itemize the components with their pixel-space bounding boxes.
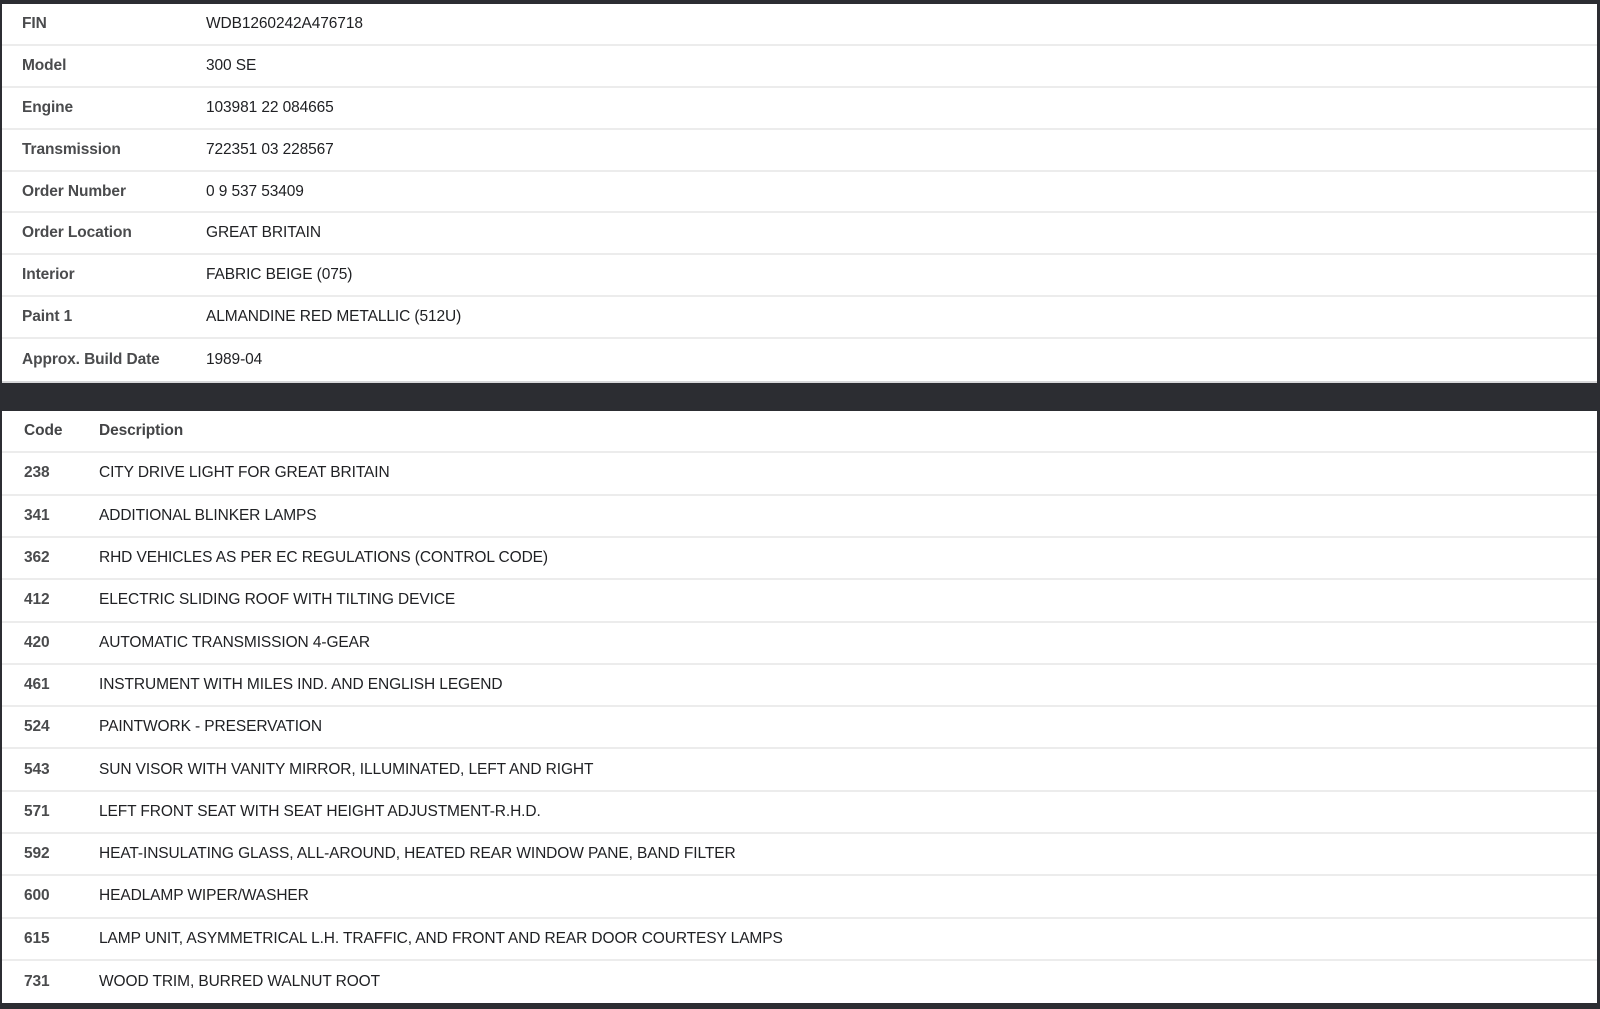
options-header-row [2, 411, 1597, 453]
option-code: 461 [24, 675, 50, 693]
option-description: HEAT-INSULATING GLASS, ALL-AROUND, HEATED REAR WINDOW PANE, BAND FILTER [99, 845, 736, 863]
row-value: 103981 22 084665 [206, 98, 334, 116]
option-row [2, 792, 1597, 834]
row-label: Transmission [22, 140, 121, 158]
table-row [2, 172, 1597, 214]
row-value: 1989-04 [206, 351, 263, 369]
table-row [2, 88, 1597, 130]
option-description: LEFT FRONT SEAT WITH SEAT HEIGHT ADJUSTMENT-R.H.D. [99, 802, 541, 820]
option-row [2, 665, 1597, 707]
option-row [2, 749, 1597, 791]
option-row [2, 707, 1597, 749]
option-description: ADDITIONAL BLINKER LAMPS [99, 506, 317, 524]
option-code: 412 [24, 591, 50, 609]
option-row [2, 453, 1597, 495]
option-code: 362 [24, 549, 50, 567]
row-value: GREAT BRITAIN [206, 224, 321, 242]
row-label: Engine [22, 98, 74, 116]
option-row [2, 961, 1597, 1003]
table-row [2, 4, 1597, 46]
option-code: 341 [24, 506, 50, 524]
option-row [2, 538, 1597, 580]
row-label: Order Location [22, 224, 132, 242]
option-description: AUTOMATIC TRANSMISSION 4-GEAR [99, 633, 370, 651]
row-value: 300 SE [206, 56, 257, 74]
option-code: 600 [24, 887, 50, 905]
table-row [2, 255, 1597, 297]
options-table-body [2, 453, 1597, 1003]
option-code: 543 [24, 760, 50, 778]
column-header-description: Description [99, 422, 184, 440]
option-code: 571 [24, 802, 50, 820]
row-value: 722351 03 228567 [206, 140, 334, 158]
option-description: LAMP UNIT, ASYMMETRICAL L.H. TRAFFIC, AND FRONT AND REAR DOOR COURTESY LAMPS [99, 929, 783, 947]
row-value: ALMANDINE RED METALLIC (512U) [206, 308, 462, 326]
row-label: Order Number [22, 182, 126, 200]
option-description: WOOD TRIM, BURRED WALNUT ROOT [99, 973, 380, 991]
option-code: 615 [24, 929, 50, 947]
row-value: WDB1260242A476718 [206, 14, 363, 32]
option-description: ELECTRIC SLIDING ROOF WITH TILTING DEVICE [99, 591, 456, 609]
option-description: INSTRUMENT WITH MILES IND. AND ENGLISH LEGEND [99, 675, 503, 693]
table-row [2, 46, 1597, 88]
options-table [2, 411, 1597, 1003]
table-row [2, 297, 1597, 339]
row-label: Model [22, 56, 67, 74]
option-description: PAINTWORK - PRESERVATION [99, 718, 322, 736]
option-description: HEADLAMP WIPER/WASHER [99, 887, 309, 905]
option-row [2, 834, 1597, 876]
table-row [2, 339, 1597, 381]
option-code: 592 [24, 845, 50, 863]
row-value: FABRIC BEIGE (075) [206, 266, 353, 284]
option-row [2, 919, 1597, 961]
table-row [2, 213, 1597, 255]
row-label: Interior [22, 266, 75, 284]
option-description: RHD VEHICLES AS PER EC REGULATIONS (CONTROL CODE) [99, 549, 548, 567]
option-row [2, 580, 1597, 622]
option-row [2, 876, 1597, 918]
vehicle-info-table [2, 4, 1597, 383]
table-row [2, 130, 1597, 172]
option-code: 524 [24, 718, 50, 736]
row-label: FIN [22, 14, 47, 32]
option-row [2, 623, 1597, 665]
row-label: Paint 1 [22, 308, 73, 326]
option-row [2, 496, 1597, 538]
row-label: Approx. Build Date [22, 351, 160, 369]
column-header-code: Code [24, 422, 63, 440]
option-description: SUN VISOR WITH VANITY MIRROR, ILLUMINATED, LEFT AND RIGHT [99, 760, 594, 778]
option-code: 238 [24, 464, 50, 482]
option-description: CITY DRIVE LIGHT FOR GREAT BRITAIN [99, 464, 390, 482]
option-code: 420 [24, 633, 50, 651]
row-value: 0 9 537 53409 [206, 182, 304, 200]
divider-band [2, 383, 1597, 411]
option-code: 731 [24, 973, 50, 991]
